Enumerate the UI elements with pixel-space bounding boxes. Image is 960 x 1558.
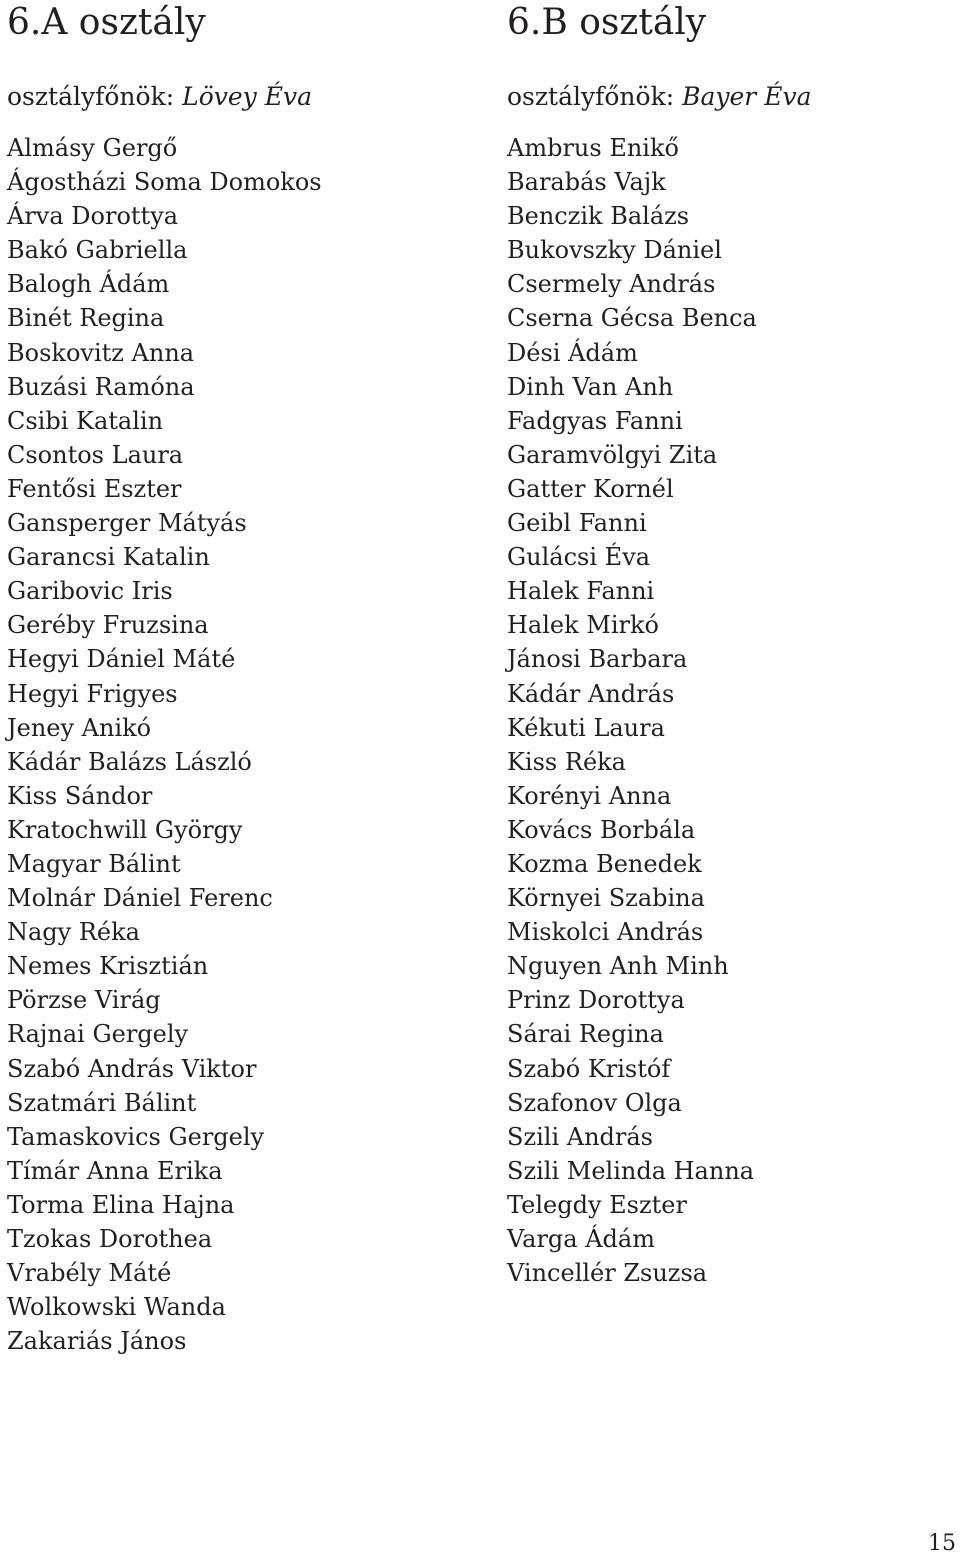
student-name: Dési Ádám (507, 338, 638, 367)
student-name: Nguyen Anh Minh (507, 952, 729, 981)
student-name: Vrabély Máté (7, 1259, 172, 1288)
student-name: Tamaskovics Gergely (7, 1122, 265, 1151)
student-name: Csibi Katalin (7, 406, 164, 435)
student-name: Nagy Réka (7, 918, 140, 947)
student-name: Torma Elina Hajna (7, 1190, 235, 1219)
student-list (7, 131, 447, 1358)
student-name: Rajnai Gergely (7, 1020, 189, 1049)
student-name: Kádár András (507, 679, 675, 708)
student-name: Kiss Sándor (7, 781, 153, 810)
student-name: Boskovitz Anna (7, 338, 195, 367)
student-list (507, 131, 947, 1290)
student-name: Balogh Ádám (7, 270, 170, 299)
student-name: Prinz Dorottya (507, 986, 685, 1015)
student-name: Vincellér Zsuzsa (507, 1259, 708, 1288)
student-name: Fadgyas Fanni (507, 406, 683, 435)
student-name: Hegyi Dániel Máté (7, 645, 236, 674)
student-name: Tímár Anna Erika (7, 1156, 223, 1185)
student-name: Buzási Ramóna (7, 372, 195, 401)
student-name: Cserna Gécsa Benca (507, 304, 757, 333)
student-name: Pörzse Virág (7, 986, 161, 1015)
student-name: Kozma Benedek (507, 849, 702, 878)
student-name: Jánosi Barbara (507, 645, 688, 674)
student-name: Ambrus Enikő (507, 134, 679, 162)
student-name: Wolkowski Wanda (7, 1293, 226, 1322)
student-name: Gatter Kornél (507, 474, 674, 503)
student-name: Szatmári Bálint (7, 1088, 197, 1117)
student-name: Magyar Bálint (7, 849, 181, 878)
student-name: Dinh Van Anh (507, 372, 674, 401)
student-name: Kovács Borbála (507, 815, 696, 844)
class-title: 6.B osztály (507, 2, 707, 43)
student-name: Bukovszky Dániel (507, 236, 722, 265)
student-name: Molnár Dániel Ferenc (7, 884, 273, 913)
class-6b-column (507, 0, 947, 1290)
student-name: Szabó András Viktor (7, 1054, 257, 1083)
student-name: Gansperger Mátyás (7, 509, 247, 538)
student-name: Szili András (507, 1122, 653, 1151)
student-name: Almásy Gergő (7, 134, 178, 162)
class-teacher-line (7, 77, 447, 117)
student-name: Jeney Anikó (7, 713, 152, 742)
student-name: Nemes Krisztián (7, 952, 209, 981)
student-name: Tzokas Dorothea (7, 1225, 213, 1253)
student-name: Zakariás János (7, 1327, 187, 1356)
class-teacher-label: osztályfőnök: (7, 82, 183, 111)
student-name: Barabás Vajk (507, 168, 666, 197)
class-title: 6.A osztály (7, 2, 206, 43)
student-name: Ágostházi Soma Domokos (7, 168, 322, 197)
student-name: Varga Ádám (507, 1225, 655, 1253)
student-name: Csontos Laura (7, 440, 184, 469)
class-teacher-name: Bayer Éva (682, 82, 812, 111)
class-teacher-name: Lövey Éva (182, 82, 313, 111)
student-name: Környei Szabina (507, 884, 705, 913)
student-name: Geibl Fanni (507, 509, 647, 538)
class-teacher-line (507, 77, 947, 117)
student-name: Binét Regina (7, 304, 165, 333)
student-name: Kékuti Laura (507, 713, 665, 742)
student-name: Kádár Balázs László (7, 747, 252, 776)
student-name: Hegyi Frigyes (7, 679, 178, 708)
student-name: Benczik Balázs (507, 202, 690, 231)
student-name: Csermely András (507, 270, 716, 299)
student-name: Garancsi Katalin (7, 543, 210, 572)
student-name: Geréby Fruzsina (7, 611, 209, 640)
student-name: Bakó Gabriella (7, 236, 188, 265)
class-6a-column (7, 0, 447, 1358)
student-name: Sárai Regina (507, 1020, 664, 1049)
student-name: Árva Dorottya (7, 202, 179, 231)
class-teacher-label: osztályfőnök: (507, 82, 683, 111)
page-number: 15 (928, 1531, 956, 1556)
student-name: Kratochwill György (7, 815, 243, 844)
student-name: Telegdy Eszter (507, 1190, 687, 1219)
student-name: Gulácsi Éva (507, 543, 651, 572)
student-name: Miskolci András (507, 918, 704, 947)
student-name: Korényi Anna (507, 781, 672, 810)
student-name: Garibovic Iris (7, 577, 173, 606)
student-name: Halek Fanni (507, 577, 655, 606)
student-name: Halek Mirkó (507, 611, 660, 640)
student-name: Szabó Kristóf (507, 1054, 671, 1083)
student-name: Szili Melinda Hanna (507, 1156, 755, 1185)
student-name: Fentősi Eszter (7, 474, 182, 503)
student-name: Kiss Réka (507, 747, 626, 776)
student-name: Szafonov Olga (507, 1088, 682, 1117)
student-name: Garamvölgyi Zita (507, 440, 718, 469)
